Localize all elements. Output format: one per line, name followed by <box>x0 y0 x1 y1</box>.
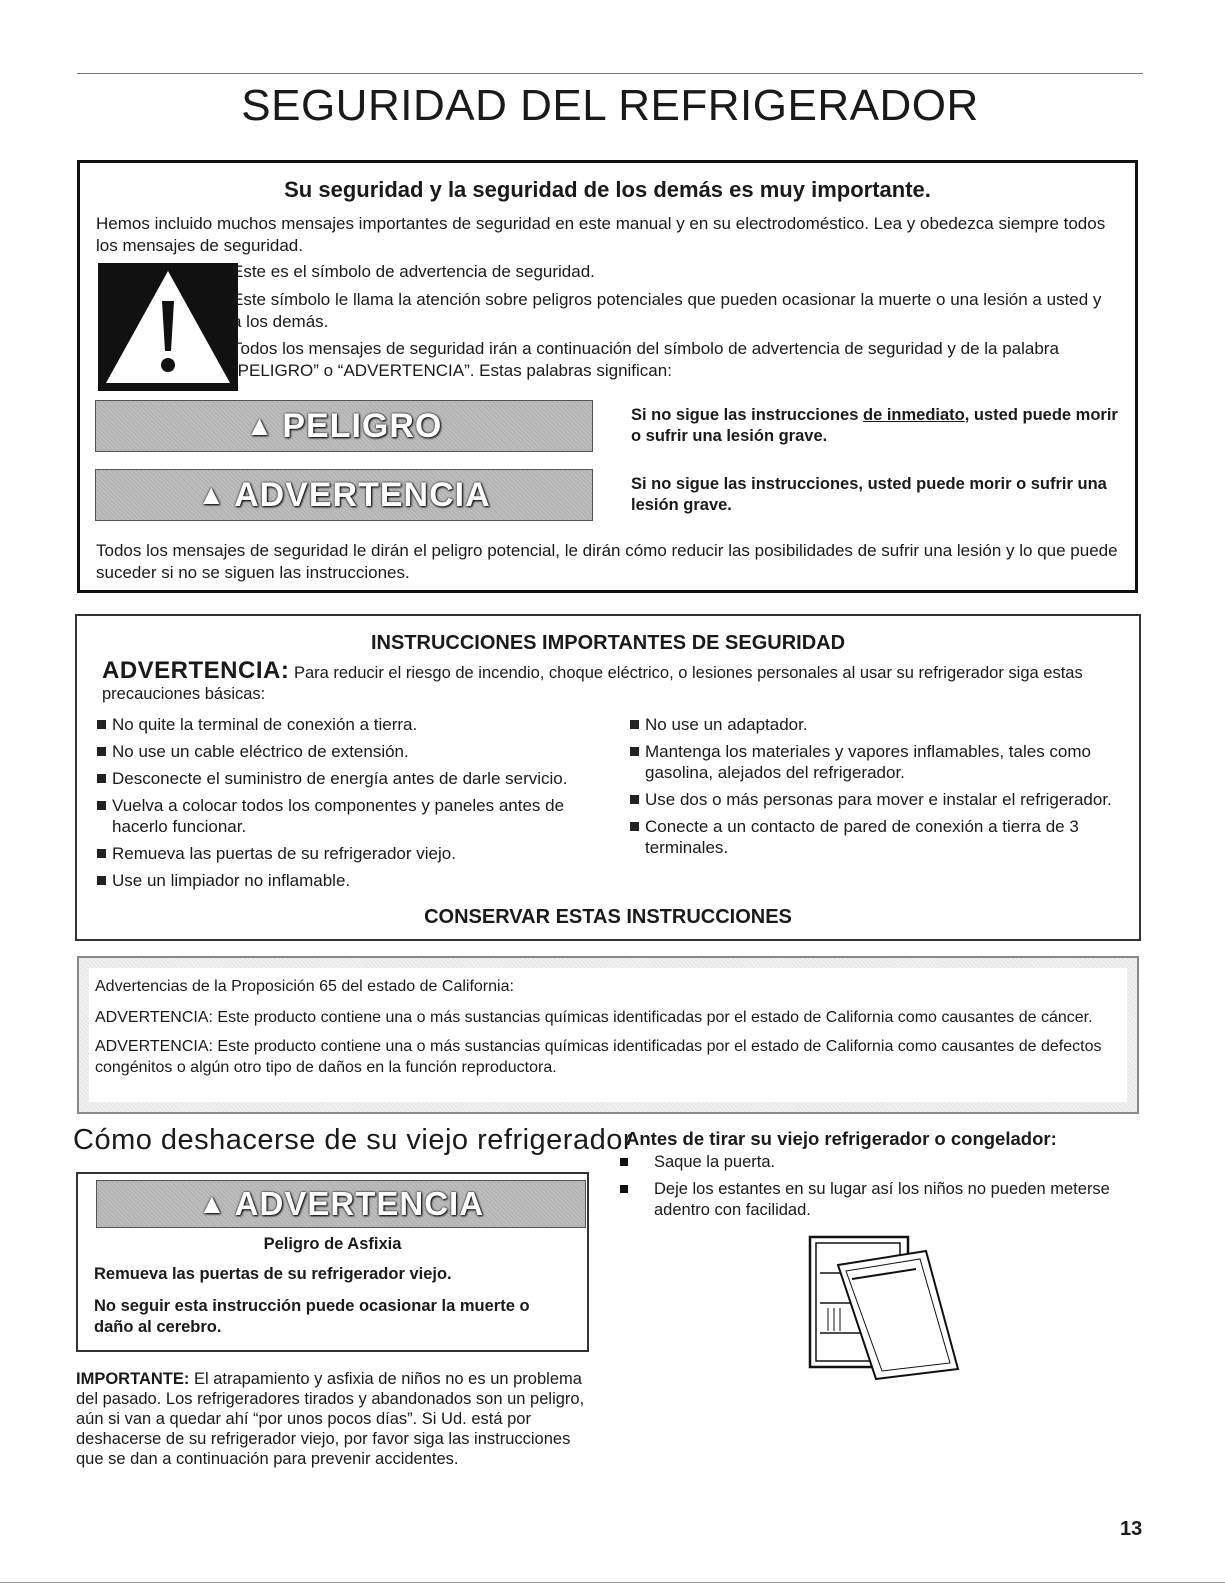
warning-word: ADVERTENCIA: <box>102 657 290 684</box>
hazard-title: Peligro de Asfixia <box>263 1235 402 1253</box>
conserve-instructions: CONSERVAR ESTAS INSTRUCCIONES <box>424 906 792 928</box>
peligro-band <box>95 400 593 452</box>
page-title: SEGURIDAD DEL REFRIGERADOR <box>241 81 979 130</box>
instructions-heading: INSTRUCCIONES IMPORTANTES DE SEGURIDAD <box>370 632 846 654</box>
hazard-line-2: No seguir esta instrucción puede ocasionar la muerte o daño al cerebro. <box>94 1297 530 1336</box>
disposal-title: Cómo deshacerse de su viejo refrigerador <box>73 1124 633 1156</box>
list-item: Use dos o más personas para mover e instalar el refrigerador. <box>630 789 1125 810</box>
list-item: Conecte a un contacto de pared de conexión a tierra de 3 terminales. <box>630 816 1125 858</box>
safety-importance-box <box>77 160 1138 593</box>
important-paragraph: IMPORTANTE: El atrapamiento y asfixia de niños no es un problema del pasado. Los refrigeradores tirados y abandonados son un peligro, aún si van a quedar ahí “por unos pocos días”. Si Ud. está por deshacerse de su refrigerador viejo, por favor siga las instrucciones que se dan a continuación para prevenir accidentes. <box>76 1370 585 1468</box>
list-item: Saque la puerta. <box>618 1152 1148 1173</box>
page-number: 13 <box>1120 1518 1143 1540</box>
prop65-heading: Advertencias de la Proposición 65 del estado de California: <box>95 978 514 995</box>
safety-intro: Hemos incluido muchos mensajes importantes de seguridad en este manual y en su electrodoméstico. Lea y obedezca siempre todos los mensajes de seguridad. <box>96 214 1106 255</box>
list-item: Remueva las puertas de su refrigerador viejo. <box>97 843 597 864</box>
instructions-warning <box>102 657 1112 705</box>
list-item: Desconecte el suministro de energía antes de darle servicio. <box>97 768 597 789</box>
prop65-box <box>77 956 1139 1114</box>
advertencia-band <box>95 469 593 521</box>
suffocation-warning-box <box>76 1172 589 1352</box>
warning-triangle-icon <box>98 263 238 391</box>
prop65-reproductive: ADVERTENCIA: Este producto contiene una o más sustancias químicas identificadas por el estado de California como causantes de defectos congénitos o algún otro tipo de daños en la función reproductora. <box>95 1038 1102 1076</box>
symbol-line-2: Este símbolo le llama la atención sobre peligros potenciales que pueden ocasionar la muerte o una lesión a usted y a los demás. <box>232 290 1102 331</box>
warning-triangle-icon: ▲ <box>197 1188 227 1219</box>
bottom-rule <box>0 1582 1225 1583</box>
advertencia-description: Si no sigue las instrucciones, usted puede morir o sufrir una lesión grave. <box>631 475 1107 514</box>
prop65-cancer: ADVERTENCIA: Este producto contiene una o más sustancias químicas identificadas por el estado de California como causantes de cáncer. <box>95 1009 1093 1026</box>
precautions-left-list <box>97 714 597 897</box>
peligro-description: Si no sigue las instrucciones de inmediato, usted puede morir o sufrir una lesión grave. <box>631 406 1118 445</box>
before-disposal-list <box>618 1152 1148 1227</box>
list-item: No use un cable eléctrico de extensión. <box>97 741 597 762</box>
list-item: Deje los estantes en su lugar así los niños no pueden meterse adentro con facilidad. <box>618 1179 1148 1221</box>
peligro-label: PELIGRO <box>282 406 443 445</box>
symbol-line-1: Este es el símbolo de advertencia de seguridad. <box>232 262 595 281</box>
list-item: Use un limpiador no inflamable. <box>97 870 597 891</box>
list-item: No quite la terminal de conexión a tierra. <box>97 714 597 735</box>
warning-triangle-icon: ▲ <box>197 479 227 510</box>
warning-triangle-icon: ▲ <box>245 410 275 441</box>
symbol-line-3: Todos los mensajes de seguridad irán a continuación del símbolo de advertencia de seguridad y de la palabra “PELIGRO” o “ADVERTENCIA”. Estas palabras significan: <box>232 339 1059 380</box>
safety-box-heading: Su seguridad y la seguridad de los demás es muy importante. <box>284 177 931 202</box>
precautions-right-list <box>630 714 1125 864</box>
refrigerator-door-removed-illustration <box>808 1233 968 1383</box>
list-item: Mantenga los materiales y vapores inflamables, tales como gasolina, alejados del refrigerador. <box>630 741 1125 783</box>
warning-text: Para reducir el riesgo de incendio, choque eléctrico, o lesiones personales al usar su refrigerador siga estas precauciones básicas: <box>102 664 1083 703</box>
important-instructions-box <box>75 614 1141 941</box>
top-rule <box>77 73 1143 74</box>
before-disposal-heading: Antes de tirar su viejo refrigerador o congelador: <box>626 1128 1057 1149</box>
safety-box-footer: Todos los mensajes de seguridad le dirán el peligro potencial, le dirán cómo reducir las posibilidades de sufrir una lesión y lo que puede suceder si no se siguen las instrucciones. <box>96 541 1118 582</box>
advertencia-label: ADVERTENCIA <box>234 475 491 514</box>
list-item: No use un adaptador. <box>630 714 1125 735</box>
disposal-warning-band <box>96 1180 586 1228</box>
hazard-line-1: Remueva las puertas de su refrigerador viejo. <box>94 1265 452 1283</box>
disposal-warning-label: ADVERTENCIA <box>234 1185 485 1222</box>
list-item: Vuelva a colocar todos los componentes y paneles antes de hacerlo funcionar. <box>97 795 597 837</box>
